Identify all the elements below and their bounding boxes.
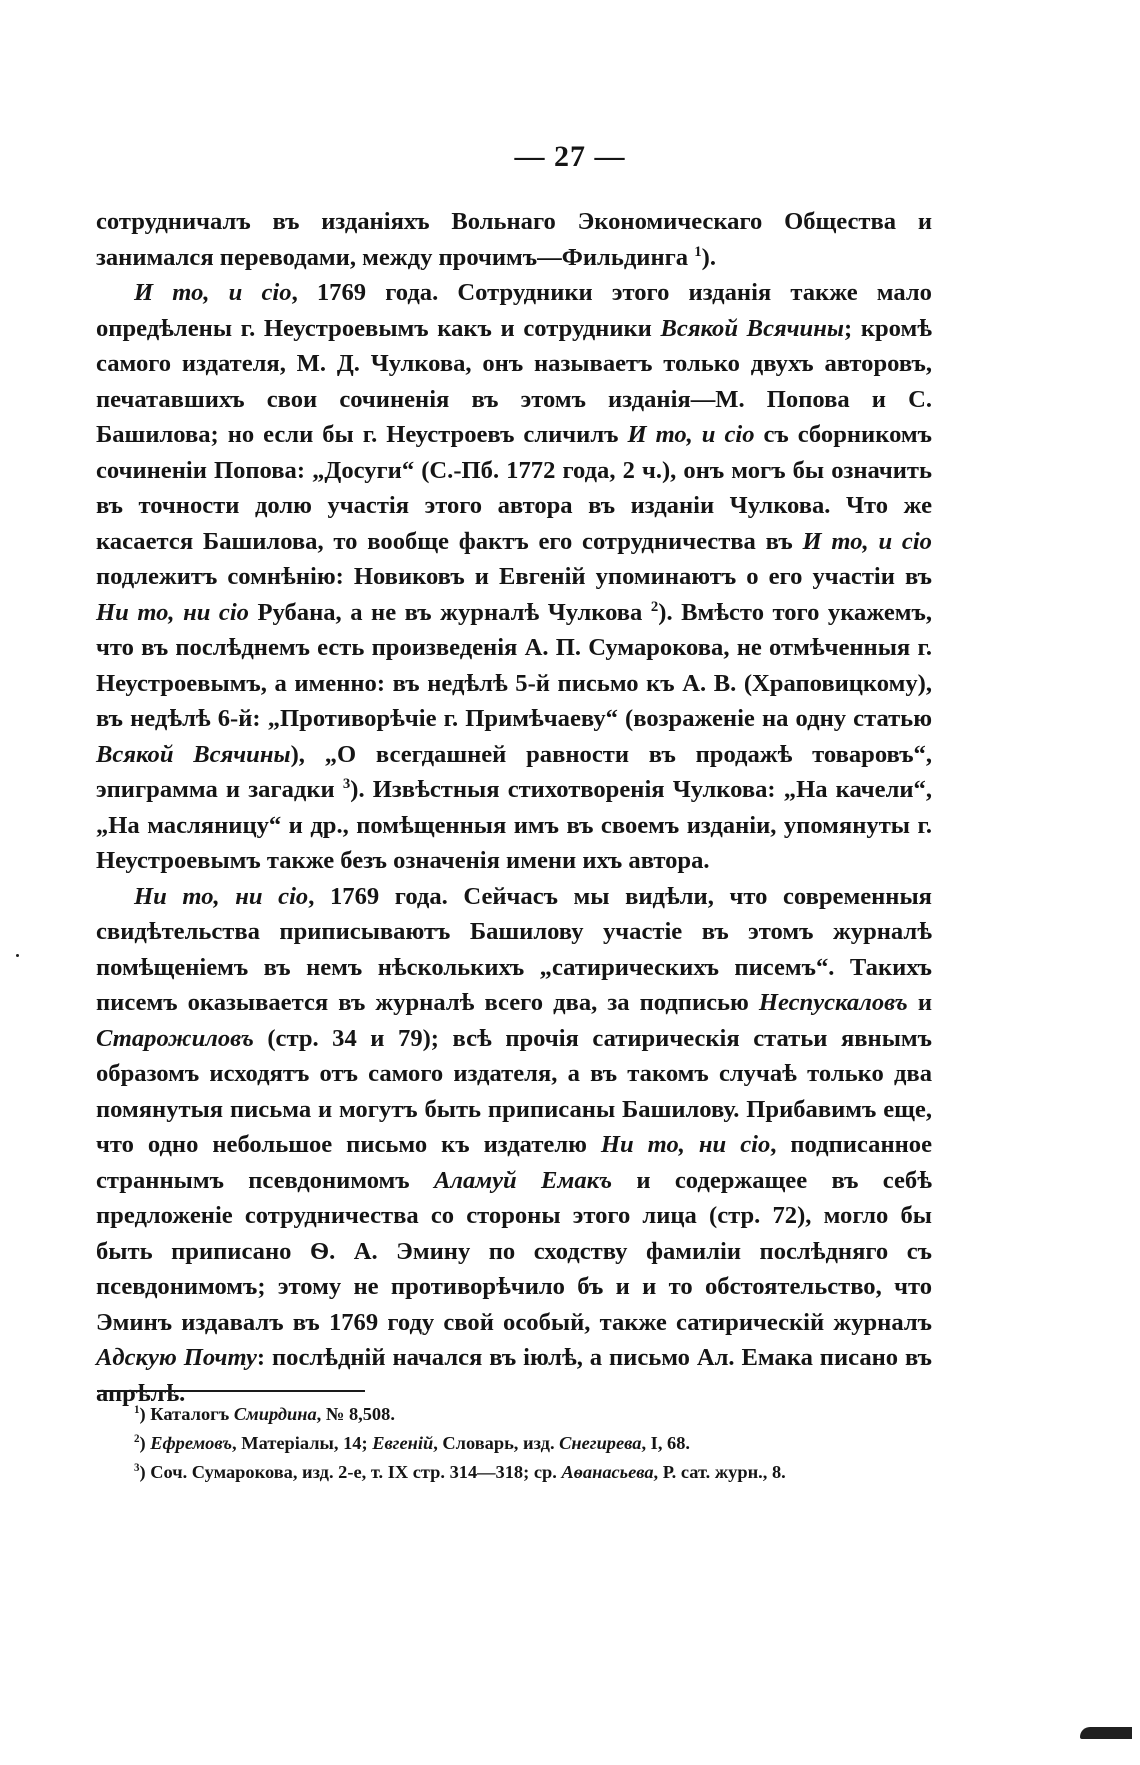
text-run: ) Каталогъ xyxy=(139,1404,234,1424)
text-run: : послѣдній начался въ іюлѣ, а письмо Ал. Емака писано въ апрѣлѣ. xyxy=(96,1344,933,1407)
text-run: , Матеріалы, 14; xyxy=(232,1433,373,1453)
footnote-separator xyxy=(97,1390,365,1392)
footnote-ref: 3 xyxy=(134,1461,140,1474)
footnote-ref: 2 xyxy=(134,1432,140,1445)
text-run: ; кромѣ самого издателя, М. Д. Чулкова, онъ называетъ только двухъ авторовъ, печатавшихъ свои сочиненія въ этомъ изданія—М. Попова и С. Башилова; но если бы г. Неустроевъ сличилъ xyxy=(96,314,933,448)
italic-title: И то, и сіо xyxy=(627,421,755,448)
ink-speck xyxy=(16,954,19,957)
paragraph-3 xyxy=(96,879,932,1412)
text-run: , 1769 года. Сотрудники этого изданія также мало опредѣлены г. Неустроевымъ какъ и сотрудники xyxy=(96,279,932,342)
text-run: Рубана, а не въ журналѣ Чулкова xyxy=(248,598,651,626)
italic-title: Евгеній xyxy=(372,1433,434,1453)
footnote-ref: 1 xyxy=(134,1403,140,1416)
italic-title: И то, и сіо xyxy=(134,279,292,306)
italic-title: Аламуй Емакъ xyxy=(433,1166,613,1194)
text-run: ). xyxy=(701,243,716,271)
footnote-ref: 2 xyxy=(650,598,659,615)
italic-title: Ефремовъ xyxy=(150,1433,233,1453)
italic-title: Снегирева xyxy=(559,1433,642,1453)
footnote-ref: 1 xyxy=(694,243,702,260)
italic-title: Всякой Всячины xyxy=(96,740,291,768)
text-run: сотрудничалъ въ изданіяхъ Вольнаго Экономическаго Общества и занимался переводами, между прочимъ—Фильдинга xyxy=(96,208,932,271)
italic-title: Ни то, ни сіо xyxy=(600,1131,771,1158)
text-run: подлежитъ сомнѣнію: Новиковъ и Евгеній упоминаютъ о его участіи въ xyxy=(96,563,932,590)
text-run: и содержащее въ себѣ предложеніе сотрудничества со стороны этого лица (стр. 72), могло бы быть приписано Ѳ. А. Эмину по сходству фамиліи послѣдняго съ псевдонимомъ; этому не противорѣчило бъ и и то обстоятельство, что Эминъ издавалъ въ 1769 году свой особый, также сатирическій журналъ xyxy=(96,1166,932,1336)
italic-title: Ни то, ни сіо xyxy=(96,598,249,626)
italic-title: Смирдина xyxy=(233,1404,317,1424)
paragraph-2 xyxy=(96,275,932,879)
italic-title: Неспускаловъ xyxy=(758,989,908,1016)
footnote-2 xyxy=(96,1429,932,1458)
text-run: , Словарь, изд. xyxy=(433,1433,560,1453)
paragraph-1 xyxy=(96,204,932,275)
ink-mark xyxy=(1080,1727,1132,1739)
italic-title: Ни то, ни сіо xyxy=(134,882,309,910)
text-run: , 1769 года. Сейчасъ мы видѣли, что современныя свидѣтельства приписываютъ Башилову участіе въ этомъ журналѣ помѣщеніемъ въ немъ нѣсколькихъ „сатирическихъ писемъ“. Такихъ писемъ оказывается въ журналѣ всего два, за подписью xyxy=(96,882,932,1016)
italic-title: Аѳанасьева xyxy=(561,1462,654,1482)
text-run: ). Извѣстныя стихотворенія Чулкова: „На качели“, „На масляницу“ и др., помѣщенныя имъ въ своемъ изданіи, упомянуты г. Неустроевымъ также безъ означенія имени ихъ автора. xyxy=(96,776,932,874)
text-run: ). Вмѣсто того укажемъ, что въ послѣднемъ есть произведенія А. П. Сумарокова, не отмѣченныя г. Неустроевымъ, а именно: въ недѣлѣ 5-й письмо къ А. В. (Храповицкому), въ недѣлѣ 6-й: „Противорѣчіе г. Примѣчаеву“ (возраженіе на одну статью xyxy=(96,598,932,732)
italic-title: Адскую Почту xyxy=(96,1344,257,1371)
body-text xyxy=(96,204,932,1411)
page-number: — 27 — xyxy=(514,140,626,173)
italic-title: И то, и сіо xyxy=(802,527,932,555)
text-run: ) xyxy=(139,1433,151,1453)
text-run: съ сборникомъ сочиненіи Попова: „Досуги“ (С.-Пб. 1772 года, 2 ч.), онъ могъ бы означить въ точности долю участія этого автора въ изданіи Чулкова. Что же касается Башилова, то вообще фактъ его сотрудничества въ xyxy=(96,421,932,555)
text-run: , подписанное страннымъ псевдонимомъ xyxy=(96,1131,932,1194)
italic-title: Старожиловъ xyxy=(96,1024,254,1052)
footnotes xyxy=(96,1400,932,1487)
italic-title: Всякой Всячины xyxy=(660,314,844,342)
text-run: ) Соч. Сумарокова, изд. 2-е, т. IX стр. 314—318; ср. xyxy=(139,1462,562,1482)
text-run: (стр. 34 и 79); всѣ прочія сатирическія статьи явнымъ образомъ исходятъ отъ самого издателя, а въ такомъ случаѣ только два помянутыя письма и могутъ быть приписаны Башилову. Прибавимъ еще, что одно небольшое письмо къ издателю xyxy=(96,1024,932,1158)
footnote-3 xyxy=(96,1458,932,1487)
footnote-1 xyxy=(96,1400,932,1429)
text-run: , I, 68. xyxy=(641,1433,691,1453)
text-run: и xyxy=(907,989,932,1016)
footnote-ref: 3 xyxy=(342,775,351,792)
text-run: , № 8,508. xyxy=(316,1404,395,1424)
text-run: , Р. сат. журн., 8. xyxy=(653,1462,786,1482)
text-run: ), „О всегдашней равности въ продажѣ товаровъ“, эпиграмма и загадки xyxy=(96,740,932,803)
